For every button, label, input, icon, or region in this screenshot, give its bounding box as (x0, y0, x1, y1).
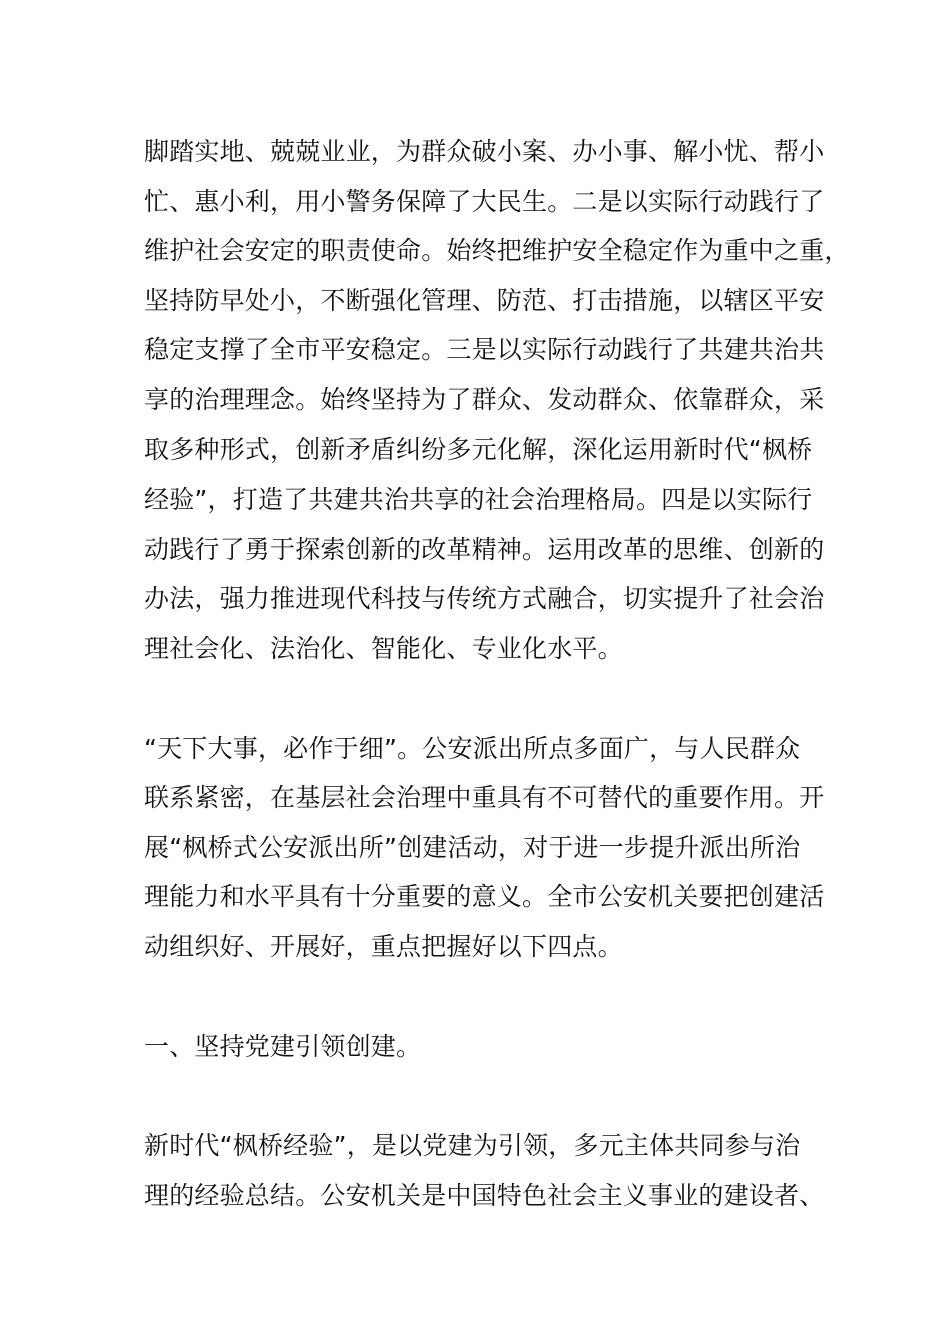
text-line: 动践行了勇于探索创新的改革精神。运用改革的思维、创新的 (144, 535, 825, 564)
text-line: 新时代“枫桥经验”，是以党建为引领，多元主体共同参与治 (144, 1131, 801, 1160)
text-line: 理社会化、法治化、智能化、专业化水平。 (144, 634, 623, 663)
text-line: 展“枫桥式公安派出所”创建活动，对于进一步提升派出所治 (144, 833, 801, 862)
text-line: 动组织好、开展好，重点把握好以下四点。 (144, 932, 623, 961)
section-heading-text: 一、坚持党建引领创建。 (144, 1032, 422, 1061)
text-line: 理的经验总结。公安机关是中国特色社会主义事业的建设者、 (144, 1181, 825, 1210)
text-line: 经验”，打造了共建共治共享的社会治理格局。四是以实际行 (144, 485, 813, 514)
text-line: 办法，强力推进现代科技与传统方式融合，切实提升了社会治 (144, 584, 825, 613)
text-line: 取多种形式，创新矛盾纠纷多元化解，深化运用新时代“枫桥 (144, 435, 813, 464)
text-line: 享的治理理念。始终坚持为了群众、发动群众、依靠群众，采 (144, 385, 825, 414)
text-line: 维护社会安定的职责使命。始终把维护安全稳定作为重中之重， (144, 236, 850, 265)
text-line: 坚持防早处小，不断强化管理、防范、打击措施，以辖区平安 (144, 286, 825, 315)
text-line: 联系紧密，在基层社会治理中重具有不可替代的重要作用。开 (144, 783, 825, 812)
text-line: 稳定支撑了全市平安稳定。三是以实际行动践行了共建共治共 (144, 335, 825, 364)
text-line: 理能力和水平具有十分重要的意义。全市公安机关要把创建活 (144, 882, 825, 911)
text-line: “天下大事，必作于细”。公安派出所点多面广，与人民群众 (144, 734, 801, 763)
text-line: 脚踏实地、兢兢业业，为群众破小案、办小事、解小忧、帮小 (144, 137, 825, 166)
text-line: 忙、惠小利，用小警务保障了大民生。二是以实际行动践行了 (144, 187, 825, 216)
